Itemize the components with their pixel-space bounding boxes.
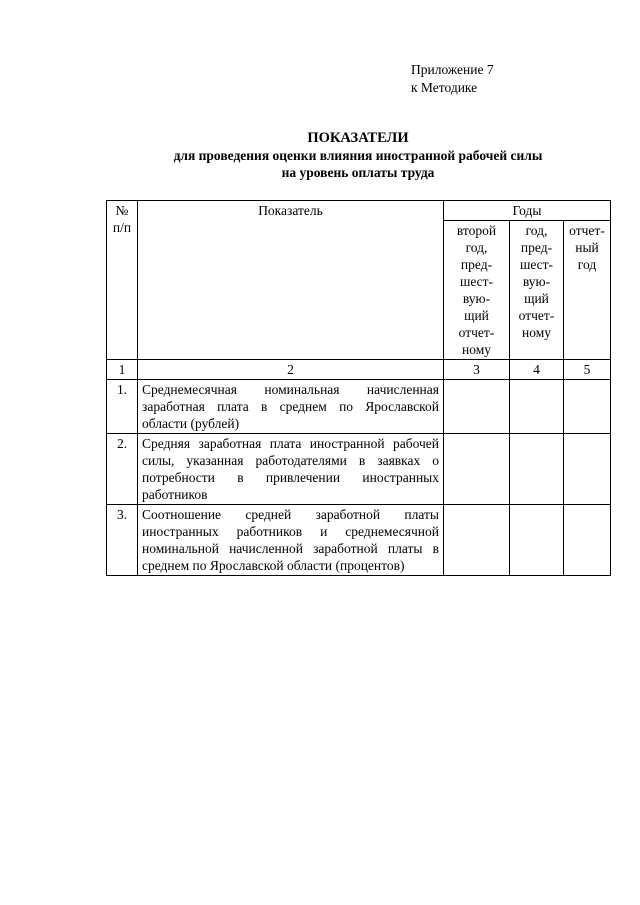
title-subtitle-1: для проведения оценки влияния иностранной рабочей силы <box>173 148 543 163</box>
header-row-1 <box>107 201 611 221</box>
header-indicator: Показатель <box>138 201 444 360</box>
row-number: 3. <box>107 505 138 576</box>
title-main: ПОКАЗАТЕЛИ <box>307 130 409 146</box>
row-value-report-year <box>564 380 611 434</box>
row-number: 2. <box>107 434 138 505</box>
row-indicator: Соотношение средней заработной платы иностранных работников и среднемесячной номинальной начисленной заработной платы в среднем по Ярославской области (процентов) <box>138 505 444 576</box>
row-value-report-year <box>564 505 611 576</box>
column-number-3: 3 <box>444 360 510 380</box>
header-second-year: второй год, пред-шест-вую-щий отчет-ному <box>444 221 510 360</box>
row-value-year-before <box>510 434 564 505</box>
table-row <box>107 380 611 434</box>
header-number: № п/п <box>107 201 138 360</box>
table-row <box>107 505 611 576</box>
appendix-reference <box>411 61 494 97</box>
column-number-2: 2 <box>138 360 444 380</box>
appendix-document: к Методике <box>411 80 478 95</box>
document-title <box>108 130 608 181</box>
column-number-1: 1 <box>107 360 138 380</box>
header-years: Годы <box>444 201 611 221</box>
header-report-year: отчет-ный год <box>564 221 611 360</box>
row-value-second-year <box>444 434 510 505</box>
appendix-number: Приложение 7 <box>411 62 494 77</box>
row-value-second-year <box>444 380 510 434</box>
row-indicator: Средняя заработная плата иностранной рабочей силы, указанная работодателями в заявках о потребности в привлечении иностранных работников <box>138 434 444 505</box>
row-value-report-year <box>564 434 611 505</box>
row-indicator: Среднемесячная номинальная начисленная заработная плата в среднем по Ярославской области (рублей) <box>138 380 444 434</box>
indicators-table <box>106 200 611 576</box>
row-value-year-before <box>510 380 564 434</box>
table-row <box>107 434 611 505</box>
column-numbers-row <box>107 360 611 380</box>
column-number-5: 5 <box>564 360 611 380</box>
header-year-before: год, пред-шест-вую-щий отчет-ному <box>510 221 564 360</box>
row-value-year-before <box>510 505 564 576</box>
column-number-4: 4 <box>510 360 564 380</box>
row-value-second-year <box>444 505 510 576</box>
title-subtitle-2: на уровень оплаты труда <box>281 165 435 180</box>
row-number: 1. <box>107 380 138 434</box>
